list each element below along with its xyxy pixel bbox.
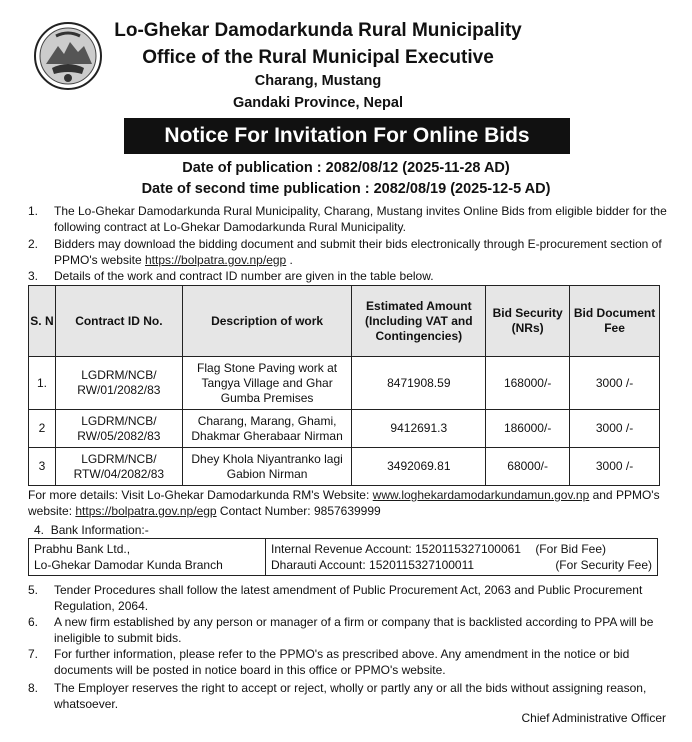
province: Gandaki Province, Nepal	[232, 95, 404, 111]
notice-title: Notice For Invitation For Online Bids	[124, 118, 570, 154]
col-bid-security: Bid Security (NRs)	[486, 286, 570, 357]
table-row: 1. LGDRM/NCB/ RW/01/2082/83 Flag Stone Paving work at Tangya Village and Ghar Gumba Premises 8471908.59 168000/- 3000 /-	[29, 357, 660, 410]
accounts-cell: Internal Revenue Account: 1520115327100061 (For Bid Fee) Dharauti Account: 1520115327100011 (For Security Fee)	[266, 539, 658, 576]
works-table	[28, 285, 660, 486]
item-3: 3. Details of the work and contract ID number are given in the table below.	[28, 269, 434, 283]
col-sn: S. N	[29, 286, 56, 357]
col-description: Description of work	[182, 286, 352, 357]
table-header-row	[29, 286, 660, 357]
bank-table	[28, 538, 658, 576]
item-2: 2. Bidders may download the bidding document and submit their bids electronically through E-procurement section of PPMO's website https://bolpatra.gov.np/egp .	[28, 237, 662, 267]
item-7: 7. For further information, please refer to the PPMO's as prescribed above. Any amendment in the notice or bid documents will be posted in notice board in this office or PPMO's website.	[28, 647, 630, 677]
col-document-fee: Bid Document Fee	[570, 286, 660, 357]
office-name: Office of the Rural Municipal Executive	[142, 47, 494, 68]
bank-heading: 4. Bank Information:-	[34, 523, 149, 537]
item-1: 1. The Lo-Ghekar Damodarkunda Rural Municipality, Charang, Mustang invites Online Bids from eligible bidder for the following contract at Lo-Ghekar Damodarkunda Rural Municipality.	[28, 204, 667, 234]
col-contract-id: Contract ID No.	[55, 286, 182, 357]
municipality-website-link[interactable]: www.loghekardamodarkundamun.gov.np	[372, 488, 590, 502]
municipality-name: Lo-Ghekar Damodarkunda Rural Municipality	[114, 20, 522, 41]
more-details: For more details: Visit Lo-Ghekar Damodarkunda RM's Website: www.loghekardamodarkundamun.gov.np and PPMO's website: https://bolpatra.gov.np/egp Contact Number: 9857639999	[28, 488, 660, 518]
location: Charang, Mustang	[254, 73, 382, 89]
signature: Chief Administrative Officer	[521, 711, 666, 725]
col-estimated-amount: Estimated Amount (Including VAT and Contingencies)	[352, 286, 486, 357]
publication-date: Date of publication : 2082/08/12 (2025-11-28 AD)	[182, 160, 510, 176]
item-6: 6. A new firm established by any person or manager of a firm or company that is backlisted according to PPA will be ineligible to submit bids.	[28, 615, 654, 645]
ppmo-website-link[interactable]: https://bolpatra.gov.np/egp	[75, 504, 217, 518]
bank-name-cell: Prabhu Bank Ltd., Lo-Ghekar Damodar Kunda Branch	[29, 539, 266, 576]
table-row: 2 LGDRM/NCB/ RW/05/2082/83 Charang, Marang, Ghami, Dhakmar Gherabaar Nirman 9412691.3 186000/- 3000 /-	[29, 410, 660, 448]
item-5: 5. Tender Procedures shall follow the latest amendment of Public Procurement Act, 2063 and Public Procurement Regulation, 2064.	[28, 583, 643, 613]
table-row: 3 LGDRM/NCB/ RTW/04/2082/83 Dhey Khola Niyantranko lagi Gabion Nirman 3492069.81 68000/- 3000 /-	[29, 448, 660, 486]
second-publication-date: Date of second time publication : 2082/08/19 (2025-12-5 AD)	[141, 181, 551, 197]
ppmo-link[interactable]: https://bolpatra.gov.np/egp	[145, 253, 287, 267]
item-8: 8. The Employer reserves the right to accept or reject, wholly or partly any or all the bids without assigning reason, whatsoever.	[28, 681, 647, 711]
